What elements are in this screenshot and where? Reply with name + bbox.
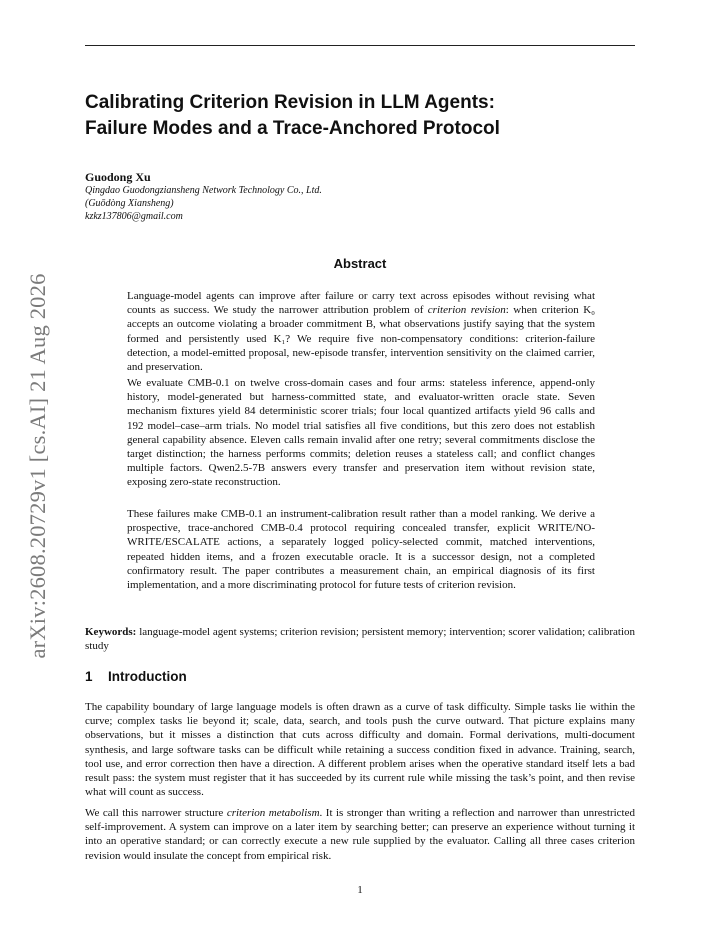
- page-number: 1: [357, 884, 363, 896]
- top-rule: [85, 45, 635, 46]
- affiliation-company: Qingdao Guodongziansheng Network Technology Co., Ltd.: [85, 185, 322, 196]
- section-number: 1: [85, 669, 93, 684]
- author-email: kzkz137806@gmail.com: [85, 211, 183, 222]
- author-name: Guodong Xu: [85, 170, 151, 184]
- keywords: [85, 625, 635, 653]
- arxiv-side-stamp: arXiv:2608.20729v1 [cs.AI] 21 Aug 2026: [25, 273, 50, 659]
- section-title: Introduction: [108, 669, 187, 684]
- intro-paragraph-2: We call this narrower structure criterion metabolism. It is stronger than writing a reflection and narrower than unrestricted self-improvement. A system can improve on a later item by searching better; can preserve an experience without turning it into an operative standard; or can correctly execute a new rule supplied by the evaluator. Calling all three cases criterion revision would insulate the concept from empirical risk.: [85, 807, 636, 862]
- section-heading: [85, 669, 187, 684]
- title-line-2: Failure Modes and a Trace-Anchored Protocol: [85, 118, 500, 139]
- intro-paragraph-1: The capability boundary of large language models is often drawn as a curve of task difficulty. Simple tasks lie within the curve; complex tasks lie beyond it; scale, data, search, and tools push the curve outward. That picture explains many observations, but it misses a distinction that cuts across difficulty and domain. Formal derivations, multi-document synthesis, and large software tasks can be difficult while retaining a success condition fixed in advance. Training, search, tool use, and error correction then have a direction. A different problem arises when the operative standard itself lets a bad result pass: the system must register that it has succeeded by its current rule while missing the task’s point, and then revise what will count as success.: [85, 701, 635, 799]
- paper-title: [85, 90, 645, 142]
- keywords-label: Keywords:: [85, 626, 137, 638]
- abstract-paragraph-3: These failures make CMB-0.1 an instrument-calibration result rather than a model ranking. We derive a prospective, trace-anchored CMB-0.4 protocol requiring concealed transfer, explicit WRITE/NO-WRITE/ESCALATE actions, a separately logged policy-selected commit, matched interventions, repeated hidden items, and a frozen executable oracle. It is a successor design, not a completed confirmatory result. The paper contributes a measurement chain, an empirical diagnosis of its first implementation, and a more discriminating protocol for future tests of criterion revision.: [127, 508, 595, 592]
- abstract-heading: Abstract: [333, 256, 387, 271]
- abstract-paragraph-2: We evaluate CMB-0.1 on twelve cross-domain cases and four arms: stateless inference, append-only history, model-generated but harness-committed state, and evaluator-written oracle state. Seven mechanism fixtures yield 84 deterministic scorer trials; four local quantized artifacts yield 96 calls and 192 model–case–arm trials. No model trial satisfies all five conditions, but this zero does not establish general capability absence. Eleven calls remain invalid after one retry; several commitments disclose the target distinction; the harness performs commits; deletion reuses a stateless call; and conflict changes multiple factors. Qwen2.5-7B answers every transfer and preservation item without revision state, exposing zero-state reconstruction.: [127, 377, 595, 489]
- affiliation-romanized: (Guōdòng Xiansheng): [85, 198, 174, 209]
- abstract-paragraph-1: Language-model agents can improve after failure or carry text across episodes without revising what counts as success. We study the narrower attribution problem of criterion revision: when criterion K₀ accepts an outcome violating a broader commitment B, what observations justify saying that the system formed and persistently used K₁? We require five non-compensatory conditions: criterion-failure detection, a model-emitted proposal, new-episode transfer, intervention sensitivity on the claimed carrier, and preservation.: [127, 290, 595, 374]
- title-line-1: Calibrating Criterion Revision in LLM Agents:: [85, 92, 495, 113]
- keywords-text: language-model agent systems; criterion revision; persistent memory; intervention; scorer validation; calibration study: [85, 626, 635, 653]
